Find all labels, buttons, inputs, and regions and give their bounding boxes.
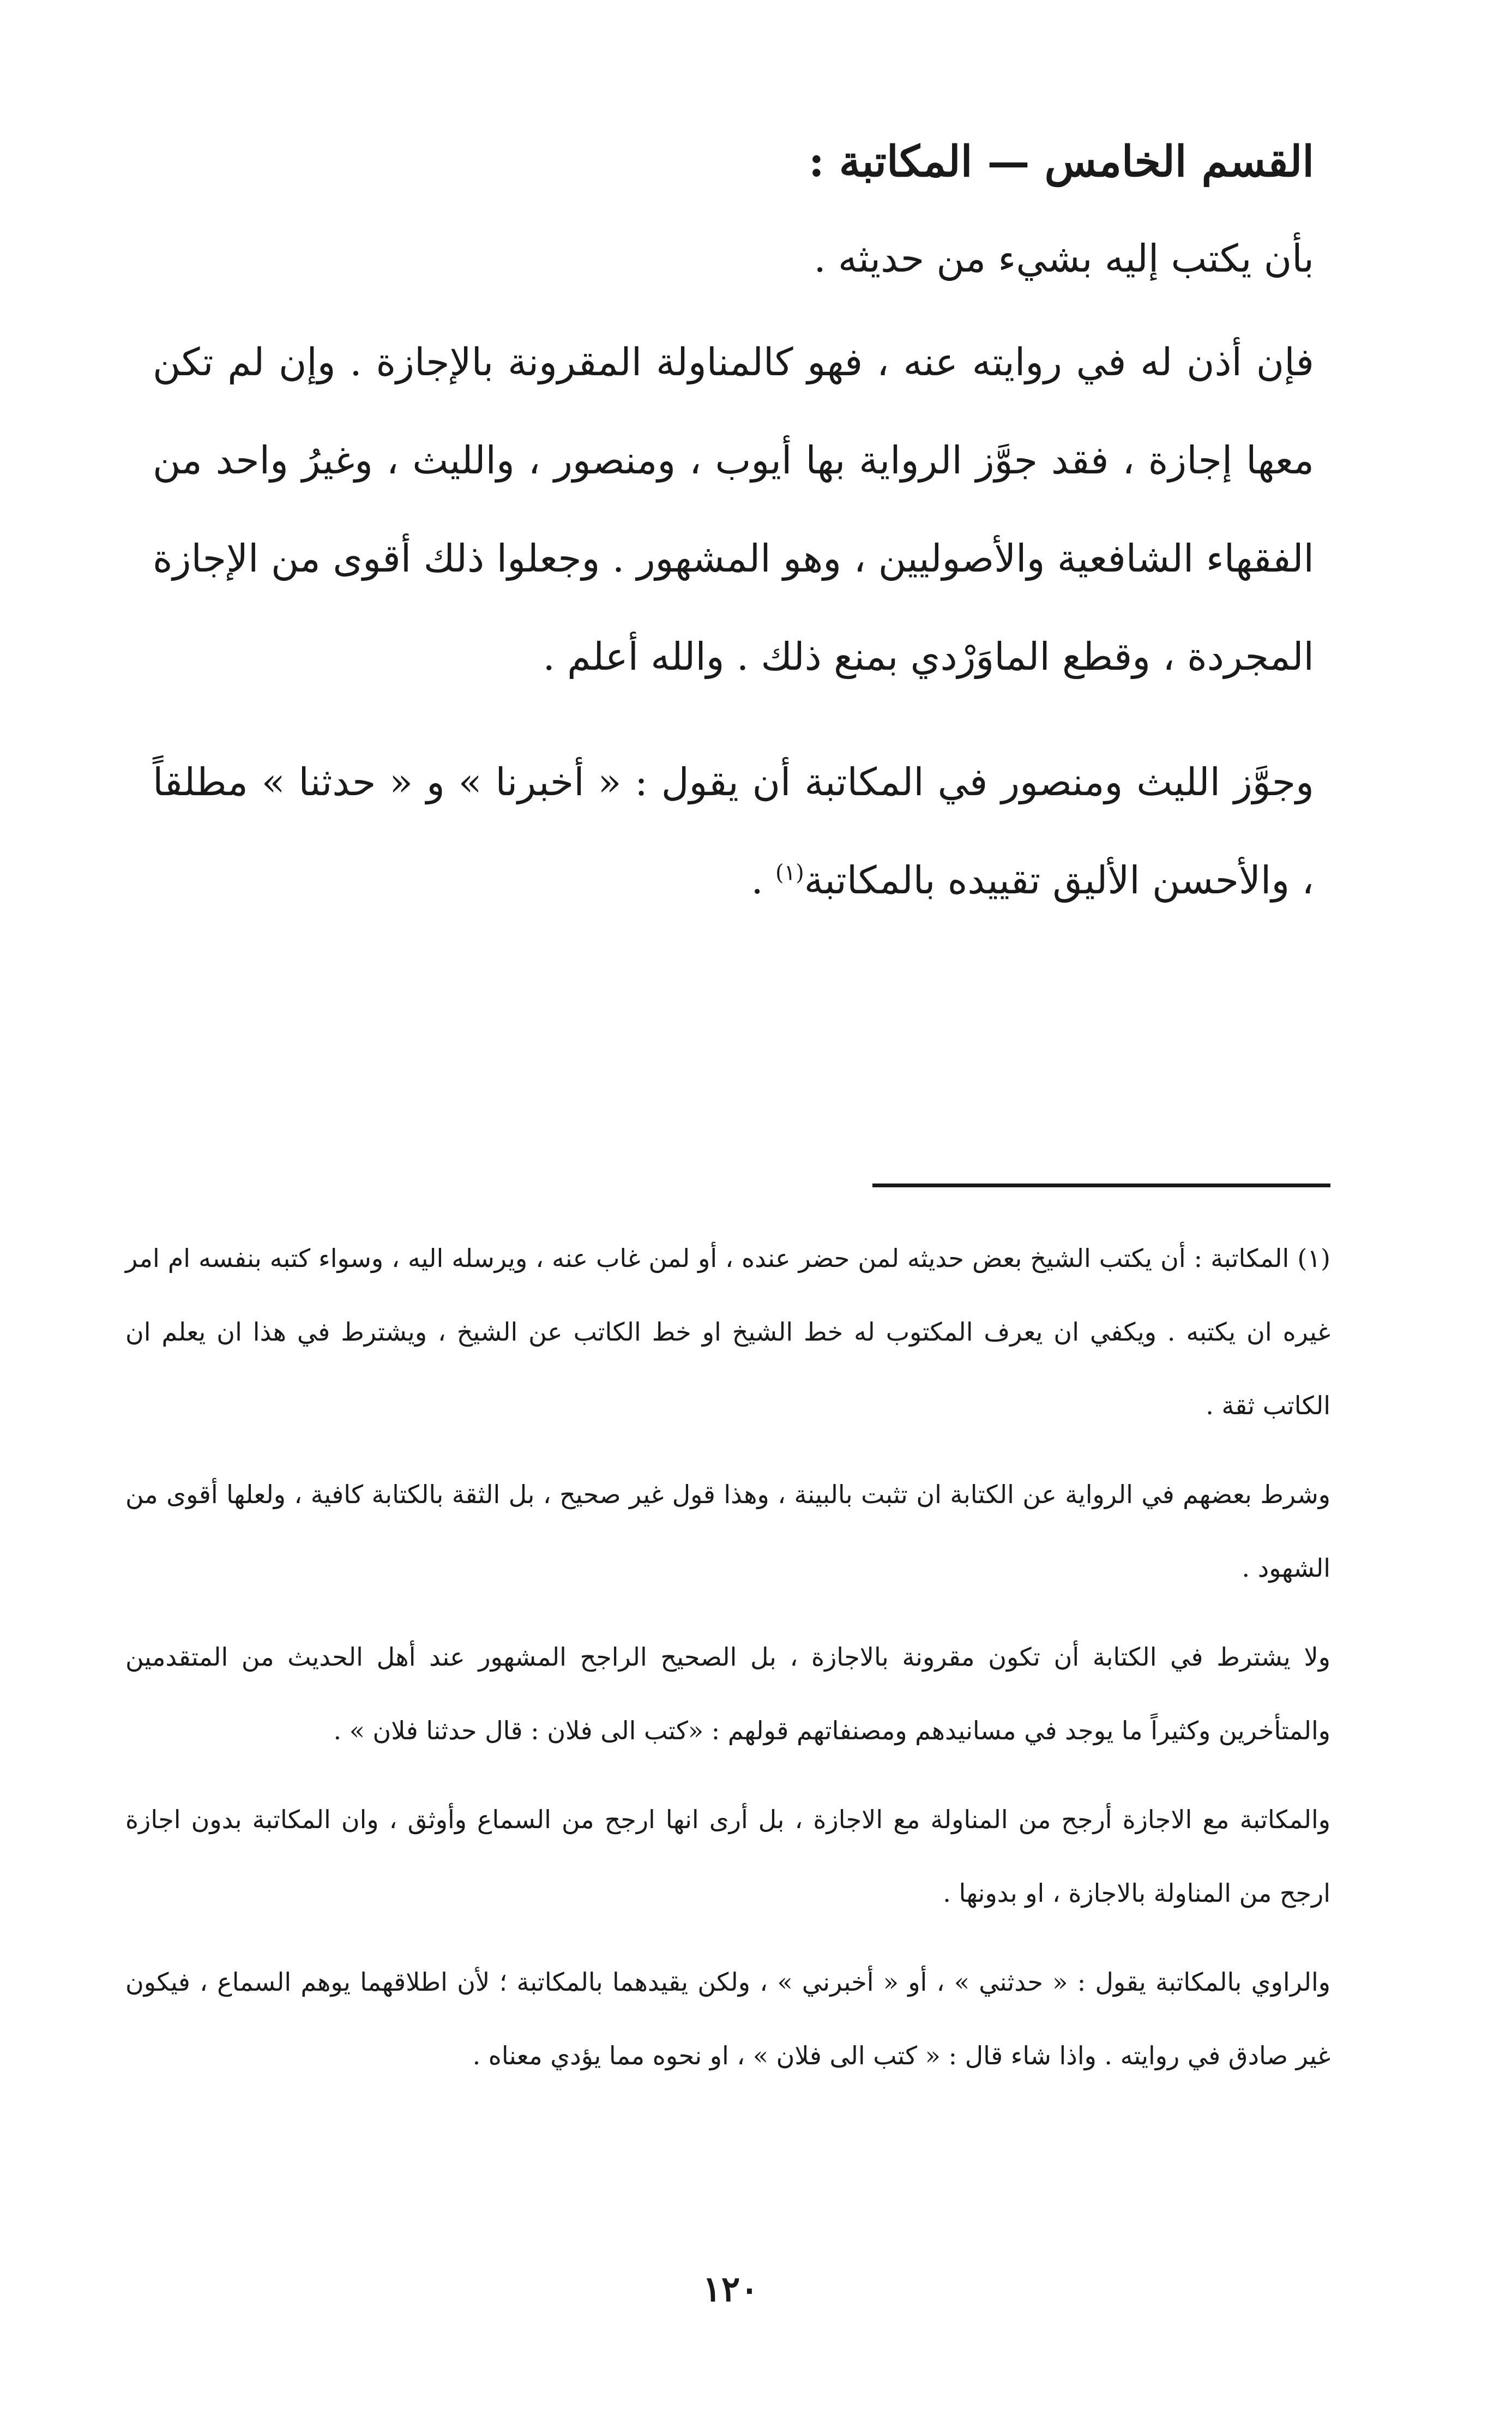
footnote-5: والراوي بالمكاتبة يقول : « حدثني » ، أو « أخبرني » ، ولكن يقيدهما بالمكاتبة ؛ لأن اطلاقهما يوهم السماع ، فيكون غير صادق في روايته . واذا شاء قال : « كتب الى فلان » ، او نحوه مما يؤدي معناه .: [125, 1967, 1330, 2070]
footnote-1: (١) المكاتبة : أن يكتب الشيخ بعض حديثه لمن حضر عنده ، أو لمن غاب عنه ، ويرسله اليه ، وسواء كتبه بنفسه ام امر غيره ان يكتبه . ويكفي ان يعرف المكتوب له خط الشيخ او خط الكاتب عن الشيخ ، ويشترط في هذا ان يعلم ان الكاتب ثقة .: [125, 1243, 1330, 1420]
main-text: [153, 136, 1314, 957]
footnote-3: ولا يشترط في الكتابة أن تكون مقرونة بالاجازة ، بل الصحيح الراجح المشهور عند أهل الحديث من المتقدمين والمتأخرين وكثيراً ما يوجد في مسانيدهم ومصنفاتهم قولهم : «كتب الى فلان : قال حدثنا فلان » .: [125, 1642, 1330, 1745]
intro-line: بأن يكتب إليه بشيء من حديثه .: [814, 236, 1314, 281]
footnote-2: وشرط بعضهم في الرواية عن الكتابة ان تثبت بالبينة ، وهذا قول غير صحيح ، بل الثقة بالكتابة كافية ، ولعلها أقوى من الشهود .: [125, 1480, 1330, 1583]
footnote-4: والمكاتبة مع الاجازة أرجح من المناولة مع الاجازة ، بل أرى انها ارجح من السماع وأوثق ، وان المكاتبة بدون اجازة ارجح من المناولة بالاجازة ، او بدونها .: [125, 1805, 1330, 1908]
paragraph-2: [153, 733, 1314, 929]
paragraph-2-end: .: [751, 857, 776, 903]
page-number: ١٢٠: [702, 2269, 759, 2310]
section-heading: القسم الخامس — المكاتبة :: [808, 137, 1314, 187]
paragraph-1: فإن أذن له في روايته عنه ، فهو كالمناولة المقرونة بالإجازة . وإن لم تكن معها إجازة ، فقد جوَّز الرواية بها أيوب ، ومنصور ، والليث ، وغيرُ واحد من الفقهاء الشافعية والأصوليين ، وهو المشهور . وجعلوا ذلك أقوى من الإجازة المجردة ، وقطع الماوَرْدي بمنع ذلك . والله أعلم .: [153, 339, 1314, 679]
footnote-separator: [872, 1184, 1330, 1187]
paragraph-2-text: وجوَّز الليث ومنصور في المكاتبة أن يقول : « أخبرنا » و « حدثنا » مطلقاً ، والأحسن الأليق تقييده بالمكاتبة: [153, 759, 1314, 903]
footnotes: [125, 1222, 1330, 2108]
footnote-marker: (١): [775, 860, 804, 886]
